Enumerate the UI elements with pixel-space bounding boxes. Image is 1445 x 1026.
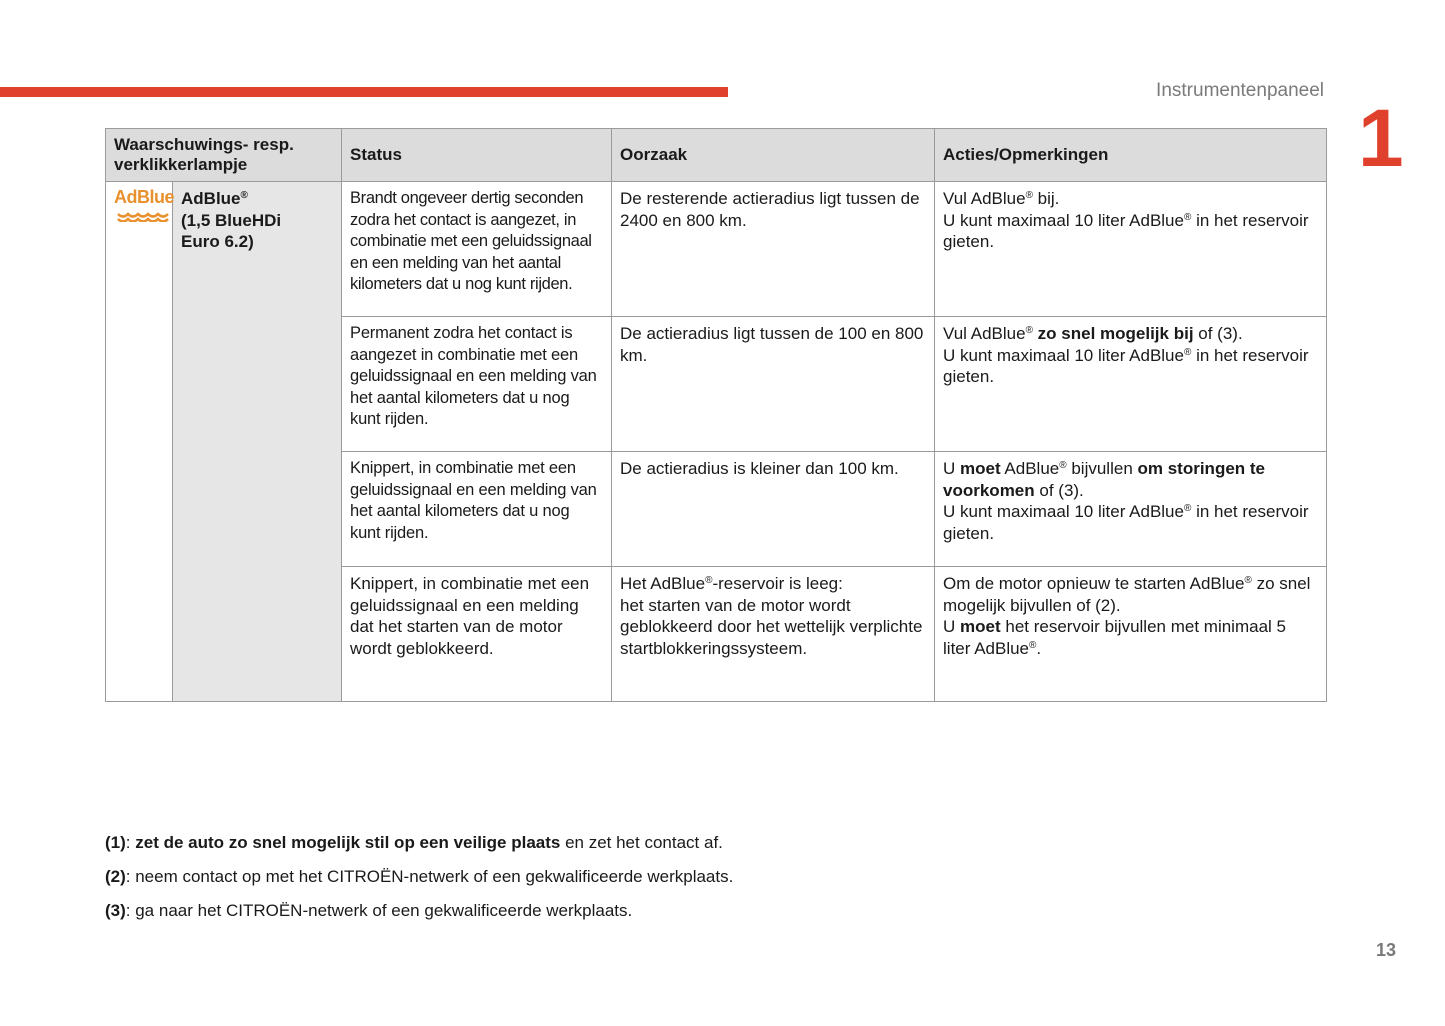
action-emphasis: moet [960,617,1001,636]
action-text: U kunt maximaal 10 liter AdBlue [943,345,1184,365]
reg-mark: ® [705,575,713,586]
footnote-text: en zet het contact af. [560,833,723,852]
reg-mark: ® [1025,325,1033,336]
footnote-emphasis: zet de auto zo snel mogelijk stil op een veilige plaats [135,833,561,852]
cause-text: het starten van de motor wordt geblokkeerd door het wettelijk verplichte startblokkeringssysteem. [620,595,923,658]
action-text: in het reservoir gieten. [943,210,1309,251]
footnote-ref: (1) [105,833,126,852]
lamp-name-cell [173,182,342,702]
lamp-name-reg: ® [240,190,248,201]
action-text: U [943,459,961,478]
lamp-name: AdBlue [181,189,241,208]
reg-mark: ® [1183,211,1192,223]
footnote-2 [105,866,733,888]
cause-cell: De resterende actieradius ligt tussen de 2400 en 800 km. [612,182,935,317]
status-cell: Knippert, in combinatie met een geluidssignaal en een melding dat het starten van de motor wordt geblokkeerd. [342,567,612,702]
action-cell [935,452,1327,567]
action-text: in het reservoir gieten. [943,345,1309,386]
action-text: U [943,617,961,636]
cause-cell: De actieradius is kleiner dan 100 km. [612,452,935,567]
status-cell: Permanent zodra het contact is aangezet in combinatie met een geluidssignaal en een melding van het aantal kilometers dat u nog kunt rijden. [342,317,612,452]
status-cell: Brandt ongeveer dertig seconden zodra het contact is aangezet, in combinatie met een geluidssignaal en een melding van het aantal kilometers dat u nog kunt rijden. [342,182,612,317]
reg-mark: ® [1183,503,1192,514]
action-text: AdBlue [1000,459,1060,478]
column-header-status: Status [342,129,612,182]
action-text: U kunt maximaal 10 liter AdBlue [943,502,1184,521]
footnote-3 [105,900,733,922]
adblue-warning-icon [114,188,176,228]
footnote-ref: (2) [105,867,126,886]
column-header-lamp: Waarschuwings- resp. verklikkerlampje [106,129,342,182]
action-cell [935,567,1327,702]
reg-mark: ® [1059,460,1067,471]
footnote-text: : neem contact op met het CITROËN-netwerk of een gekwalificeerde werkplaats. [125,867,734,886]
lamp-model-line2: Euro 6.2) [181,232,254,251]
footnote-text: : ga naar het CITROËN-netwerk of een gekwalificeerde werkplaats. [125,901,633,920]
action-text: U kunt maximaal 10 liter AdBlue [943,210,1184,230]
action-text: of (3). [1193,324,1243,343]
cause-text: Het AdBlue [620,574,706,593]
column-header-cause: Oorzaak [612,129,935,182]
adblue-icon-label: AdBlue [114,187,174,207]
action-text: bijvullen [1066,459,1138,478]
chapter-number: 1 [1358,93,1404,184]
adblue-wave-icon [114,210,174,222]
reg-mark: ® [1183,346,1192,358]
action-text: Vul AdBlue [943,324,1026,343]
action-text: of (3). [1034,480,1084,500]
footnote-1: (1): zet de auto zo snel mogelijk stil op een veilige plaats en zet het contact af. [105,833,723,852]
warning-lamp-table [105,128,1327,702]
column-header-actions: Acties/Opmerkingen [935,129,1327,182]
section-title: Instrumentenpaneel [1156,80,1324,101]
action-cell [935,182,1327,317]
cause-text: -reservoir is leeg: [712,574,843,593]
action-emphasis: zo snel mogelijk bij [1037,324,1194,343]
table-header-row [106,129,1327,182]
cause-cell: De actieradius ligt tussen de 100 en 800 km. [612,317,935,452]
action-cell [935,317,1327,452]
header-accent-bar [0,87,728,97]
table-row [106,182,1327,317]
page-number: 13 [1375,940,1396,960]
action-text: het reservoir bijvullen met minimaal 5 liter AdBlue [943,617,1286,658]
action-emphasis: om storingen te voorkomen [943,459,1266,500]
action-emphasis: moet [960,459,1001,478]
action-text: Om de motor opnieuw te starten AdBlue [943,574,1245,593]
reg-mark: ® [1029,639,1037,651]
lamp-model-line1: (1,5 BlueHDi [181,210,282,230]
action-text: . [1036,638,1042,658]
reg-mark: ® [1025,190,1033,201]
lamp-icon-cell [106,182,173,702]
reg-mark: ® [1244,575,1252,586]
footnote-ref: (3) [105,901,126,920]
action-text: Vul AdBlue [943,189,1026,208]
footnotes [105,832,733,934]
cause-cell [612,567,935,702]
status-cell: Knippert, in combinatie met een geluidssignaal en een melding van het aantal kilometers dat u nog kunt rijden. [342,452,612,567]
action-text: zo snel mogelijk bijvullen of (2). [943,574,1311,615]
action-text: bij. [1032,189,1060,208]
action-text: in het reservoir gieten. [943,502,1309,543]
